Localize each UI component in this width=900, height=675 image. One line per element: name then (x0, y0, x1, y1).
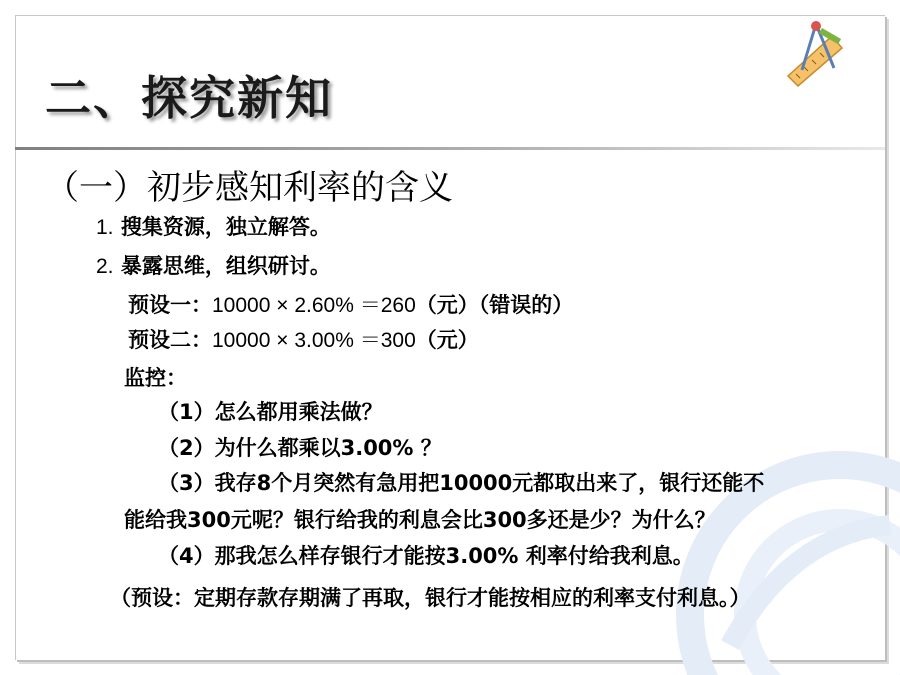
preset-2-label: 预设二： (128, 328, 212, 352)
preset-2-tail: （元） (415, 328, 479, 352)
question-3-line-2: 能给我300元呢？银行给我的利息会比300多还是少？为什么？ (124, 508, 716, 532)
question-4: （4）那我怎么样存银行才能按3.00% 利率付给我利息。 (158, 544, 694, 568)
section-subtitle: （一）初步感知利率的含义 (45, 168, 453, 208)
ruler-compass-icon (782, 18, 854, 90)
preset-1-label: 预设一： (128, 293, 212, 317)
question-3-line-1: （3）我存8个月突然有急用把10000元都取出来了，银行还能不 (158, 471, 765, 495)
preset-2 (128, 324, 479, 354)
preset-2-formula: 10000 × 3.00% ＝300 (212, 329, 416, 352)
question-2: （2）为什么都乘以3.00% ？ (158, 436, 442, 460)
step-1-number: 1. (96, 216, 114, 239)
title-divider (15, 147, 885, 150)
question-1: （1）怎么都用乘法做？ (158, 400, 383, 424)
preset-note: （预设：定期存款存期满了再取，银行才能按相应的利率支付利息。） (110, 586, 751, 610)
preset-1 (128, 289, 573, 319)
preset-1-formula: 10000 × 2.60% ＝260 (212, 294, 416, 317)
preset-1-tail: （元）（错误的） (415, 293, 574, 317)
step-2-number: 2. (96, 255, 114, 278)
step-1-text: 搜集资源，独立解答。 (120, 215, 331, 239)
step-1 (96, 211, 331, 241)
monitor-label: 监控： (124, 366, 187, 390)
step-2-text: 暴露思维，组织研讨。 (120, 254, 331, 278)
page-title: 二、探究新知 (45, 71, 333, 125)
step-2 (96, 250, 331, 280)
